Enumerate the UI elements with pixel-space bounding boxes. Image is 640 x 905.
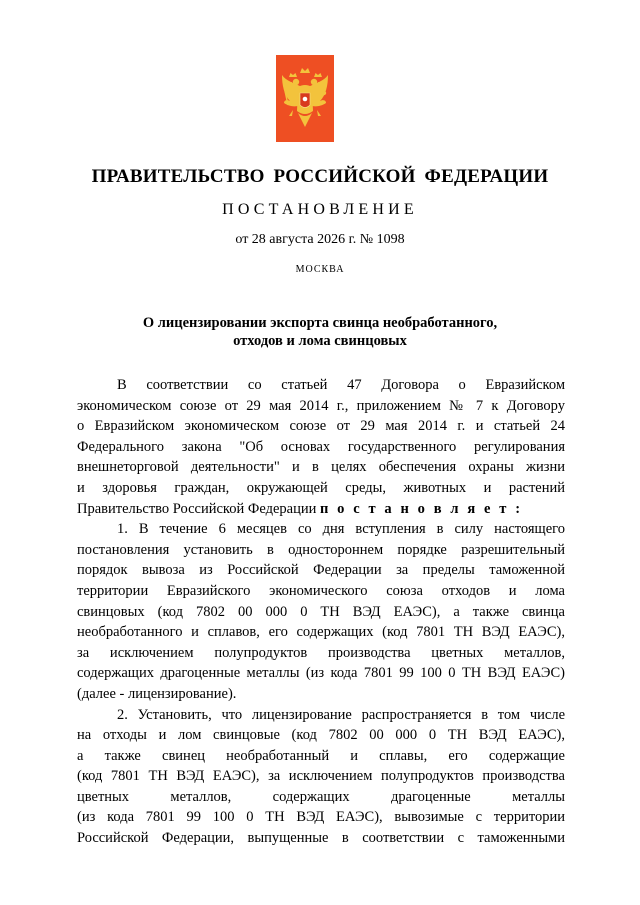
preamble-prefix: Правительство Российской Федерации	[77, 500, 320, 517]
document-date-number: от 28 августа 2026 г. № 1098	[235, 232, 405, 247]
item-1-line: свинцовых (код 7802 00 000 0 ТН ВЭД ЕАЭС), а также свинца	[77, 603, 565, 620]
subject-line: О лицензировании экспорта свинца необработанного,	[142, 315, 498, 331]
item-1-line: порядок вывоза из Российской Федерации за пределы таможенной	[77, 562, 565, 579]
document-city: МОСКВА	[295, 264, 345, 275]
subject-line: отходов и лома свинцовых	[233, 333, 407, 349]
item-1-line: содержащих драгоценные металлы (из кода 7801 99 100 0 ТН ВЭД ЕАЭС)	[77, 665, 565, 682]
body-line: и здоровья граждан, окружающей среды, животных и растений	[77, 479, 565, 496]
document-body	[77, 375, 565, 849]
item-2-line: (код 7801 ТН ВЭД ЕАЭС), за исключением полупродуктов производства	[77, 768, 565, 785]
body-line: Федерального закона "Об основах государственного регулирования	[77, 438, 565, 455]
item-1-line: территории Евразийского экономического союза отходов и лома	[77, 582, 565, 599]
item-2-line: 2. Установить, что лицензирование распространяется в том числе	[117, 706, 565, 723]
body-line: экономическом союзе от 29 мая 2014 г., приложением № 7 к Договору	[77, 397, 565, 414]
russian-coat-of-arms-icon	[276, 55, 334, 142]
item-2-line: цветных металлов, содержащих драгоценные металлы	[77, 788, 565, 805]
body-line: о Евразийском экономическом союзе от 29 мая 2014 г. и статьей 24	[77, 418, 565, 435]
document-type: ПОСТАНОВЛЕНИЕ	[222, 201, 418, 218]
item-2-line: а также свинец необработанный и сплавы, его содержащие	[77, 747, 565, 764]
government-title: ПРАВИТЕЛЬСТВО РОССИЙСКОЙ ФЕДЕРАЦИИ	[91, 166, 549, 187]
item-2-line: (из кода 7801 99 100 0 ТН ВЭД ЕАЭС), вывозимые с территории	[77, 809, 565, 826]
body-line	[77, 499, 565, 520]
item-1-line: за исключением полупродуктов производства цветных металлов,	[77, 644, 565, 661]
item-2-line: на отходы и лом свинцовые (код 7802 00 000 0 ТН ВЭД ЕАЭС),	[77, 727, 565, 744]
item-1-line: (далее - лицензирование).	[77, 685, 237, 702]
item-1-line: 1. В течение 6 месяцев со дня вступления в силу настоящего	[117, 521, 565, 538]
document-subject	[60, 314, 580, 350]
body-line: В соответствии со статьей 47 Договора о Евразийском	[117, 377, 565, 393]
resolves-word: п о с т а н о в л я е т :	[319, 500, 523, 517]
item-1-line: необработанного и сплавов, его содержащих (код 7801 ТН ВЭД ЕАЭС),	[77, 624, 565, 641]
item-2-line: Российской Федерации, выпущенные в соответствии с таможенными	[77, 830, 565, 847]
body-line: внешнеторговой деятельности" и в целях обеспечения охраны жизни	[77, 459, 565, 476]
item-1-line: постановления установить в одностороннем порядке разрешительный	[77, 541, 565, 558]
